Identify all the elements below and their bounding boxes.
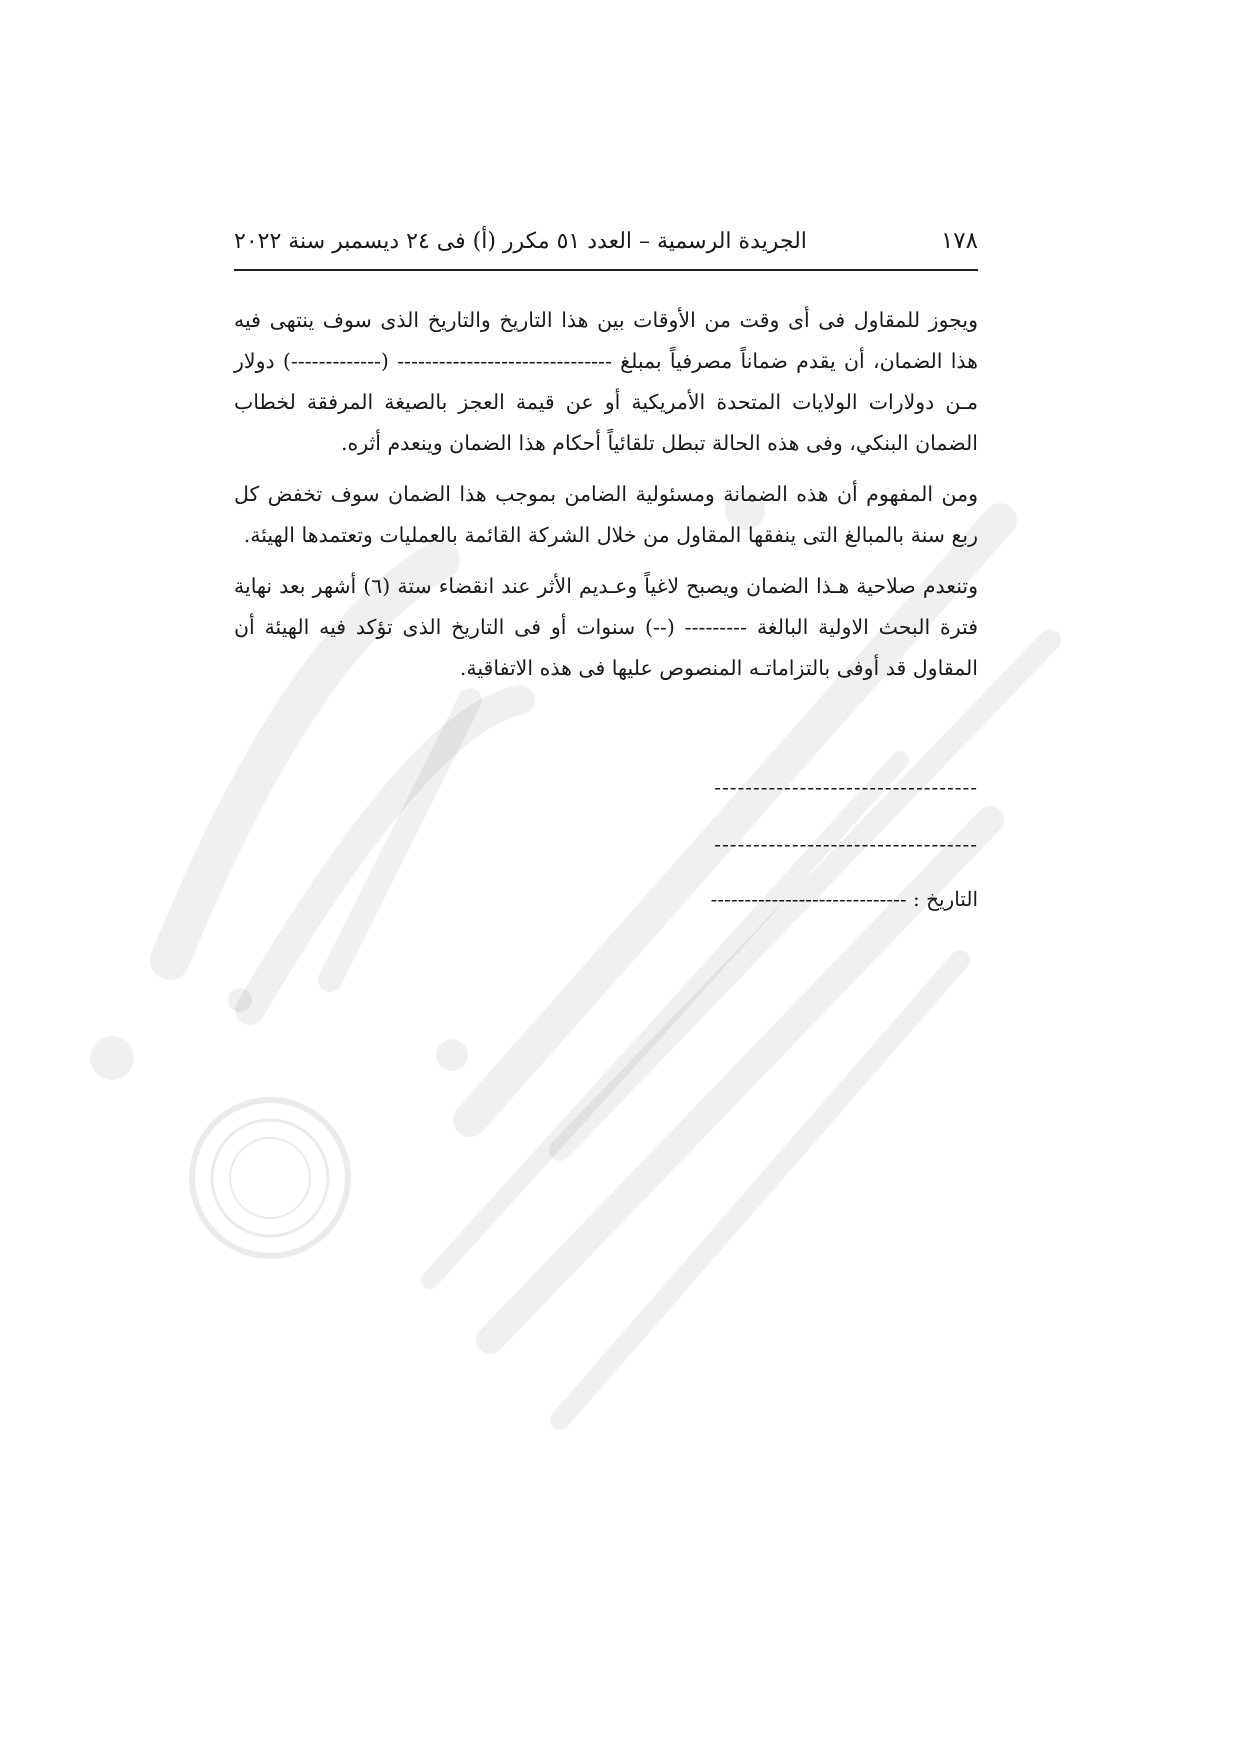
date-line bbox=[486, 887, 978, 911]
header-rule bbox=[234, 269, 978, 271]
date-label: التاريخ : bbox=[912, 887, 978, 911]
document-body bbox=[234, 300, 978, 699]
paragraph-1: ويجوز للمقاول فى أى وقت من الأوقات بين هذا التاريخ والتاريخ الذى سوف ينتهى فيه هذا الضمان، أن يقدم ضماناً مصرفياً بمبلغ ------------------------------- (-------------) دولار مـن دولارات الولايات المتحدة الأمريكية أو عن قيمة العجز بالصيغة المرفقة لخطاب الضمان البنكي، وفى هذه الحالة تبطل تلقائياً أحكام هذا الضمان وينعدم أثره. bbox=[234, 308, 978, 455]
page-number: ١٧٨ bbox=[940, 228, 978, 254]
paragraph-2: ومن المفهوم أن هذه الضمانة ومسئولية الضامن بموجب هذا الضمان سوف تخفض كل ربع سنة بالمبالغ التى ينفقها المقاول من خلال الشركة القائمة بالعمليات وتعتمدها الهيئة. bbox=[234, 482, 978, 547]
gazette-title: الجريدة الرسمية – العدد ٥١ مكرر (أ) فى ٢٤ ديسمبر سنة ٢٠٢٢ bbox=[234, 229, 807, 254]
paragraph-3: وتنعدم صلاحية هـذا الضمان ويصبح لاغياً وعـديم الأثر عند انقضاء ستة (٦) أشهر بعد نهاية فترة البحث الاولية البالغة --------- (--) سنوات أو فى التاريخ الذى تؤكد فيه الهيئة أن المقاول قد أوفى بالتزاماتـه المنصوص عليها فى هذه الاتفاقية. bbox=[234, 574, 978, 680]
signature-line-2: ---------------------------------- bbox=[714, 832, 978, 856]
signature-line-1: ---------------------------------- bbox=[714, 775, 978, 799]
date-value: ----------------------------- bbox=[710, 887, 907, 911]
page-header bbox=[234, 228, 978, 254]
